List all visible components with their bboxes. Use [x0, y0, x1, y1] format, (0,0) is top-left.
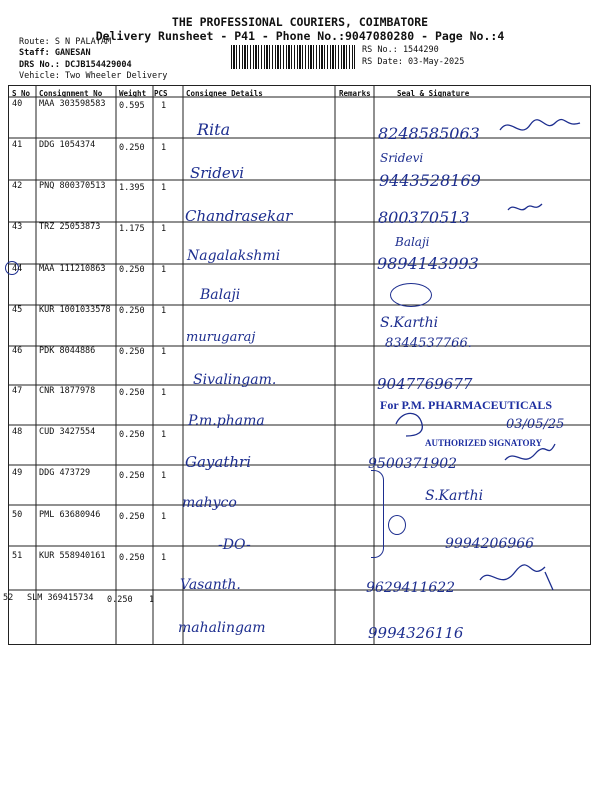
handwritten-name: S.Karthi	[425, 488, 484, 504]
row-pcs: 1	[161, 265, 167, 275]
row-consignee: Gayathri	[185, 453, 251, 471]
row-consignee: mahyco	[182, 495, 237, 511]
route-text: Route: S N PALAYAM	[19, 37, 112, 47]
row-pcs: 1	[161, 553, 167, 563]
row-pcs: 1	[161, 306, 167, 316]
handwritten-name: Balaji	[395, 235, 430, 249]
handwritten-name: S.Karthi	[380, 315, 439, 331]
rs-number: RS No.: 1544290	[362, 45, 439, 55]
row-consignment: CNR 1877978	[39, 386, 96, 396]
row-signature: 8344537766.	[385, 336, 472, 351]
row-sno: 47	[12, 386, 23, 396]
row-consignment: KUR 558940161	[39, 551, 106, 561]
row-consignee: P.m.phama	[188, 413, 265, 429]
row-pcs: 1	[161, 143, 167, 153]
row-consignment: DDG 1054374	[39, 140, 96, 150]
row-sno: 49	[12, 468, 23, 478]
authorized-signatory: AUTHORIZED SIGNATORY	[425, 438, 543, 448]
row-consignee: Sivalingam.	[193, 372, 277, 388]
row-consignee: murugaraj	[186, 330, 256, 345]
row-pcs: 1	[161, 224, 167, 234]
row-consignee: Rita	[197, 120, 231, 139]
row-weight: 0.250	[119, 306, 145, 316]
row-sno: 51	[12, 551, 23, 561]
row-consignee: Nagalakshmi	[187, 248, 281, 264]
row-sno: 42	[12, 181, 23, 191]
rs-date: RS Date: 03-May-2025	[362, 57, 465, 67]
row-pcs: 1	[161, 471, 167, 481]
row-weight: 0.250	[119, 512, 145, 522]
runsheet-subtitle: Delivery Runsheet - P41 - Phone No.:9047080280 - Page No.:4	[95, 29, 505, 43]
vehicle-text: Vehicle: Two Wheeler Delivery	[19, 71, 168, 81]
row-consignment: MAA 303598583	[39, 99, 106, 109]
row-pcs: 1	[161, 101, 167, 111]
row-consignment: CUD 3427554	[39, 427, 96, 437]
row-weight: 1.395	[119, 183, 145, 193]
company-stamp: For P.M. PHARMACEUTICALS	[380, 398, 553, 412]
row-signature: 9894143993	[377, 254, 479, 273]
row-consignment: MAA 111210863	[39, 264, 106, 274]
row-signature: 8248585063	[378, 124, 480, 143]
row-consignment: KUR 1001033578	[39, 305, 111, 315]
row-pcs: 1	[161, 388, 167, 398]
handwritten-name: Sridevi	[380, 151, 424, 165]
row-signature: 9994326116	[368, 624, 464, 642]
row-consignee: Chandrasekar	[185, 207, 293, 225]
drs-number: DRS No.: DCJB154429004	[19, 60, 132, 70]
row-consignment: SLM 369415734	[27, 593, 94, 603]
row-pcs: 1	[161, 347, 167, 357]
row-signature: 9500371902	[368, 456, 458, 472]
row-weight: 0.250	[119, 347, 145, 357]
row-consignee: Balaji	[200, 287, 241, 303]
company-title: THE PROFESSIONAL COURIERS, COIMBATORE	[171, 15, 429, 29]
row-sno: 46	[12, 346, 23, 356]
row-sno: 43	[12, 222, 23, 232]
row-sno: 48	[12, 427, 23, 437]
row-sno: 41	[12, 140, 23, 150]
col-signature: Seal & Signature	[397, 89, 470, 98]
row-weight: 0.595	[119, 101, 145, 111]
row-weight: 1.175	[119, 224, 145, 234]
row-sno: 45	[12, 305, 23, 315]
row-signature: 800370513	[378, 208, 470, 227]
row-consignee: mahalingam	[178, 620, 266, 636]
row-consignment: TRZ 25053873	[39, 222, 101, 232]
row-consignment: PML 63680946	[39, 510, 101, 520]
row-sno: 52	[3, 593, 14, 603]
col-consignee: Consignee Details	[186, 89, 263, 98]
row-consignee: Sridevi	[190, 164, 244, 182]
col-sno: S No	[12, 89, 31, 98]
row-sno: 44	[12, 264, 23, 274]
row-sno: 50	[12, 510, 23, 520]
row-sno: 40	[12, 99, 23, 109]
staff-text: Staff: GANESAN	[19, 48, 91, 58]
row-pcs: 1	[161, 430, 167, 440]
row-weight: 0.250	[119, 265, 145, 275]
row-weight: 0.250	[119, 143, 145, 153]
row-consignment: PNQ 800370513	[39, 181, 106, 191]
row-pcs: 1	[161, 512, 167, 522]
row-weight: 0.250	[119, 553, 145, 563]
stamp-date: 03/05/25	[506, 417, 565, 432]
col-weight: Weight	[119, 89, 147, 98]
row-consignment: DDG 473729	[39, 468, 91, 478]
row-weight: 0.250	[107, 595, 133, 605]
row-weight: 0.250	[119, 388, 145, 398]
row-consignee: -DO-	[218, 537, 251, 553]
row-signature: 9994206966	[445, 536, 535, 552]
row-weight: 0.250	[119, 430, 145, 440]
row-signature: 9629411622	[366, 580, 456, 596]
row-pcs: 1	[149, 595, 155, 605]
row-pcs: 1	[161, 183, 167, 193]
col-remarks: Remarks	[339, 89, 371, 98]
row-signature: 9047769677	[377, 375, 473, 393]
row-consignment: PDK 8044886	[39, 346, 96, 356]
col-consignment: Consignment No	[39, 89, 103, 98]
row-signature: 9443528169	[379, 171, 481, 190]
row-consignee: Vasanth.	[180, 577, 241, 593]
col-pcs: PCS	[154, 89, 168, 98]
row-weight: 0.250	[119, 471, 145, 481]
